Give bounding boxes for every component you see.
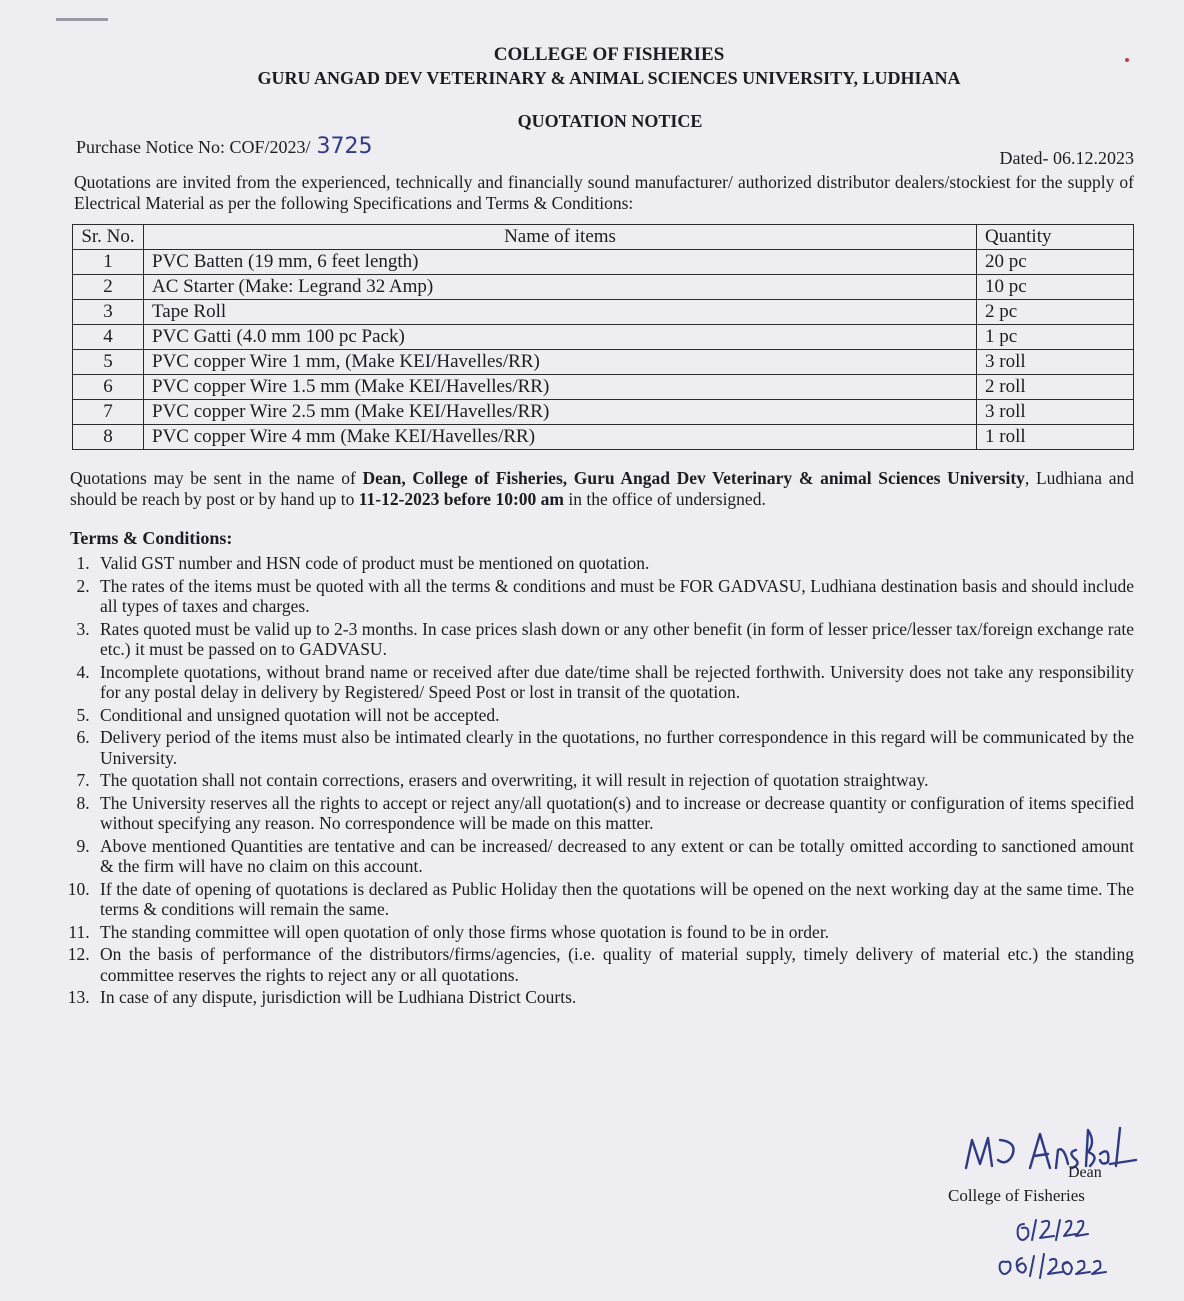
- submission-text-1: Quotations may be sent in the name of: [70, 468, 363, 488]
- term-item: 1. Valid GST number and HSN code of product must be mentioned on quotation.: [94, 553, 1134, 574]
- term-item: 5. Conditional and unsigned quotation will not be accepted.: [94, 705, 1134, 726]
- term-item: 7. The quotation shall not contain corrections, erasers and overwriting, it will result in rejection of quotation straightway.: [94, 770, 1134, 791]
- notice-title: QUOTATION NOTICE: [517, 111, 703, 131]
- row-sr: 5: [73, 350, 144, 375]
- row-qty: 10 pc: [977, 275, 1134, 300]
- row-qty: 3 roll: [977, 350, 1134, 375]
- row-qty: 20 pc: [977, 250, 1134, 275]
- term-item: 11. The standing committee will open quotation of only those firms whose quotation is found to be in order.: [94, 922, 1134, 943]
- table-row: [73, 300, 1134, 325]
- handwritten-signature: [960, 1120, 1140, 1180]
- term-item: 4. Incomplete quotations, without brand name or received after due date/time shall be rejected forthwith. University does not take any responsibility for any postal delay in delivery by Registered/ Speed Post or lost in transit of the quotation.: [94, 662, 1134, 703]
- row-qty: 1 pc: [977, 325, 1134, 350]
- row-qty: 2 roll: [977, 375, 1134, 400]
- institution-heading: COLLEGE OF FISHERIES: [493, 44, 725, 65]
- row-sr: 4: [73, 325, 144, 350]
- table-row: [73, 325, 1134, 350]
- col-sr-header: Sr. No.: [73, 225, 144, 250]
- table-row: [73, 250, 1134, 275]
- submission-text-2: , Ludhiana and should be reach by post or by hand up to: [70, 468, 1134, 509]
- notice-date: Dated- 06.12.2023: [999, 148, 1134, 168]
- row-item: PVC copper Wire 1 mm, (Make KEI/Havelles/RR): [144, 350, 977, 375]
- table-row: [73, 275, 1134, 300]
- terms-heading: Terms & Conditions:: [70, 528, 233, 548]
- term-item: 3. Rates quoted must be valid up to 2-3 months. In case prices slash down or any other benefit (in form of lesser price/lesser tax/foreign exchange rate etc.) it must be passed on to GADVASU.: [94, 619, 1134, 660]
- term-item: 2. The rates of the items must be quoted with all the terms & conditions and must be FOR GADVASU, Ludhiana destination basis and should include all types of taxes and charges.: [94, 576, 1134, 617]
- row-sr: 7: [73, 400, 144, 425]
- reference-row: [66, 134, 1134, 168]
- row-sr: 6: [73, 375, 144, 400]
- table-header-row: [73, 225, 1134, 250]
- row-qty: 2 pc: [977, 300, 1134, 325]
- row-qty: 1 roll: [977, 425, 1134, 450]
- signatory-title: Dean: [1068, 1164, 1102, 1181]
- table-row: [73, 375, 1134, 400]
- row-sr: 1: [73, 250, 144, 275]
- row-sr: 8: [73, 425, 144, 450]
- term-item: 10. If the date of opening of quotations is declared as Public Holiday then the quotations will be opened on the next working day at the same time. The terms & conditions will remain the same.: [94, 879, 1134, 920]
- items-table: [72, 224, 1134, 450]
- purchase-notice: [76, 134, 372, 159]
- row-item: PVC Batten (19 mm, 6 feet length): [144, 250, 977, 275]
- table-body: [73, 250, 1134, 450]
- signatory-office: College of Fisheries: [948, 1186, 1085, 1205]
- intro-paragraph: Quotations are invited from the experienced, technically and financially sound manufacturer/ authorized distributor dealers/stockiest for the supply of Electrical Material as per the following Specifications and Terms & Conditions:: [74, 172, 1134, 213]
- row-qty: 3 roll: [977, 400, 1134, 425]
- purchase-notice-label: Purchase Notice No: COF/2023/: [76, 137, 311, 157]
- term-item: 9. Above mentioned Quantities are tentative and can be increased/ decreased to any extent or can be totally omitted according to sanctioned amount & the firm will have no claim on this account.: [94, 836, 1134, 877]
- terms-list: [66, 553, 1134, 1008]
- term-item: 12. On the basis of performance of the distributors/firms/agencies, (i.e. quality of material supply, timely delivery of material etc.) the standing committee reserves the rights to reject any or all quotations.: [94, 944, 1134, 985]
- submission-text-3: in the office of undersigned.: [563, 489, 766, 509]
- term-item: 8. The University reserves all the rights to accept or reject any/all quotation(s) and to increase or decrease quantity or configuration of items specified without specifying any reason. No correspondence will be made on this matter.: [94, 793, 1134, 834]
- table-row: [73, 350, 1134, 375]
- university-heading: GURU ANGAD DEV VETERINARY & ANIMAL SCIENCES UNIVERSITY, LUDHIANA: [257, 68, 961, 88]
- handwritten-dates: [960, 1210, 1140, 1290]
- term-item: 6. Delivery period of the items must also be intimated clearly in the quotations, no further correspondence in this regard will be communicated by the University.: [94, 727, 1134, 768]
- col-item-header: Name of items: [144, 225, 977, 250]
- submission-deadline: 11-12-2023 before 10:00 am: [358, 489, 564, 509]
- row-item: PVC copper Wire 4 mm (Make KEI/Havelles/RR): [144, 425, 977, 450]
- row-item: AC Starter (Make: Legrand 32 Amp): [144, 275, 977, 300]
- row-sr: 3: [73, 300, 144, 325]
- purchase-notice-number: 3725: [316, 134, 373, 159]
- row-item: PVC copper Wire 1.5 mm (Make KEI/Havelles/RR): [144, 375, 977, 400]
- row-item: PVC copper Wire 2.5 mm (Make KEI/Havelles/RR): [144, 400, 977, 425]
- col-qty-header: Quantity: [977, 225, 1134, 250]
- scan-mark: [56, 18, 108, 21]
- row-item: PVC Gatti (4.0 mm 100 pc Pack): [144, 325, 977, 350]
- submission-addressee: Dean, College of Fisheries, Guru Angad Dev Veterinary & animal Sciences University: [362, 468, 1025, 488]
- signature-block: [940, 1120, 1140, 1290]
- row-sr: 2: [73, 275, 144, 300]
- table-row: [73, 425, 1134, 450]
- document-page: [66, 44, 1134, 1010]
- submission-paragraph: [70, 468, 1134, 510]
- row-item: Tape Roll: [144, 300, 977, 325]
- table-row: [73, 400, 1134, 425]
- term-item: 13. In case of any dispute, jurisdiction will be Ludhiana District Courts.: [94, 987, 1134, 1008]
